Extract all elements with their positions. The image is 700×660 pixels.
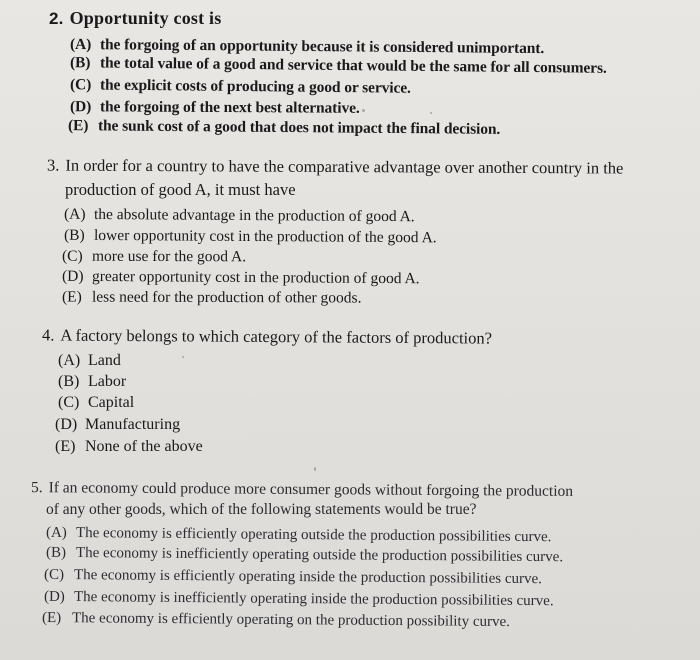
question-stem [47, 155, 624, 178]
question-stem [49, 8, 221, 29]
answer-option-e: (E) the sunk cost of a good that does not impact the final decision. [67, 117, 501, 138]
answer-option-a: (A) Land [58, 352, 121, 369]
question-text: If an economy could produce more consumer goods without forgoing the production [48, 479, 574, 500]
answer-option-b: (B) Labor [58, 373, 127, 390]
paper-speck [182, 356, 184, 358]
answer-option-e: (E) None of the above [55, 438, 203, 455]
answer-option-c: (C) Capital [58, 394, 135, 411]
pen-mark [314, 467, 316, 471]
answer-option-e: (E) less need for the production of other goods. [61, 288, 362, 307]
answer-option-c: (C) the explicit costs of producing a good or service. [69, 76, 411, 97]
paper-speck [430, 112, 432, 114]
answer-option-d: (D) Manufacturing [55, 416, 181, 433]
question-number: 3. [46, 155, 60, 175]
answer-option-d: (D) greater opportunity cost in the production of good A. [61, 267, 420, 288]
answer-option-e: (E) The economy is efficiently operating on the production possibility curve. [41, 609, 511, 631]
answer-option-a: (A) the forgoing of an opportunity because it is considered unimportant. [69, 35, 545, 58]
question-stem [31, 479, 573, 501]
question-stem [42, 325, 492, 348]
question-text: Opportunity cost is [69, 8, 222, 28]
answer-option-b: (B) lower opportunity cost in the production of the good A. [63, 226, 437, 247]
question-text-continued: production of good A, it must have [65, 180, 296, 199]
answer-option-b: (B) The economy is inefficiently operating outside the production possibilities curve. [45, 544, 564, 566]
paper-speck [362, 109, 365, 112]
question-text-continued: of any other goods, which of the following statements would be true? [46, 501, 477, 518]
answer-option-d: (D) the forgoing of the next best alternative. [69, 98, 360, 117]
question-number: 2. [49, 9, 64, 28]
answer-option-c: (C) The economy is efficiently operating inside the production possibilities curve. [43, 566, 543, 588]
question-number: 5. [30, 479, 43, 497]
answer-option-a: (A) The economy is efficiently operating outside the production possibilities curve. [45, 524, 552, 546]
question-text: In order for a country to have the comparative advantage over another country in the [65, 155, 624, 178]
question-text: A factory belongs to which category of the factors of production? [60, 325, 493, 348]
answer-option-a: (A) the absolute advantage in the production of good A. [63, 205, 415, 226]
answer-option-b: (B) the total value of a good and service that would be the same for all consumers. [69, 54, 607, 77]
question-number: 4. [41, 325, 55, 345]
answer-option-d: (D) The economy is inefficiently operating inside the production possibilities curve. [43, 588, 554, 610]
answer-option-c: (C) more use for the good A. [61, 247, 247, 266]
